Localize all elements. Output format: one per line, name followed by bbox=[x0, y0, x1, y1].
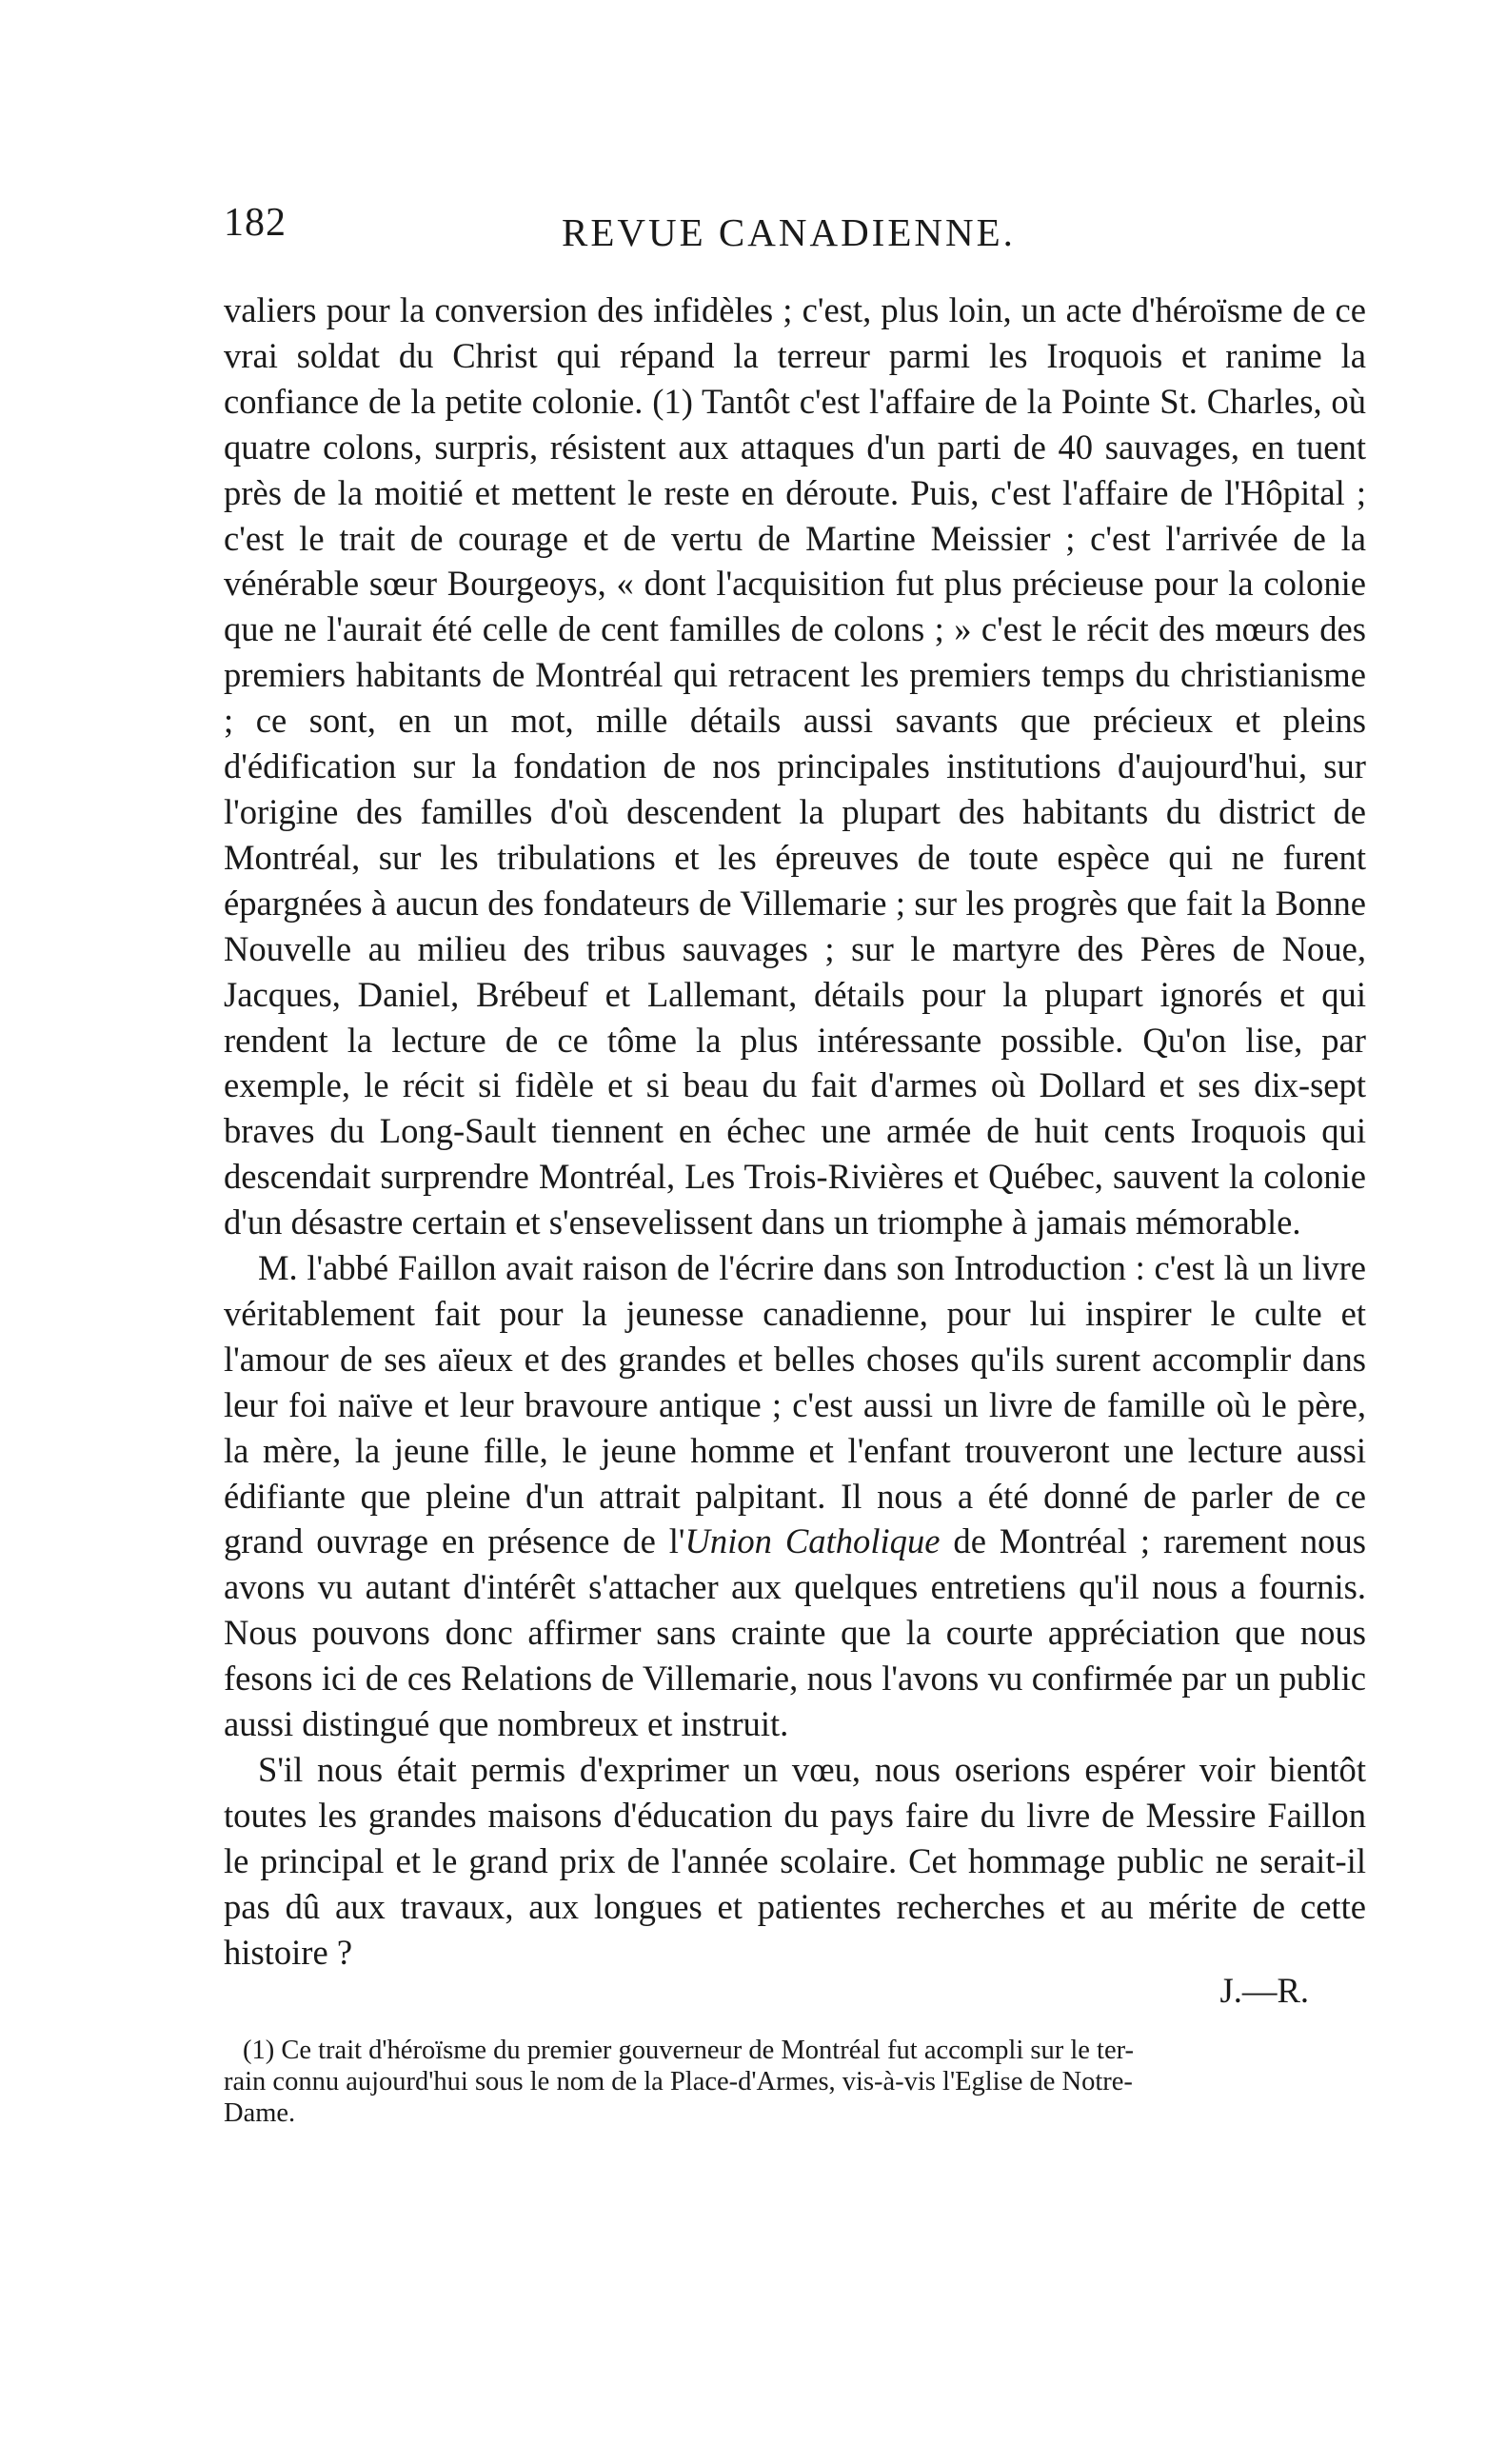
signature-row bbox=[224, 1968, 1366, 2014]
footnote-marker: (1) bbox=[243, 2035, 275, 2065]
paragraph-2 bbox=[224, 1245, 1366, 1747]
page-header bbox=[224, 200, 1366, 267]
footnote-line-1 bbox=[224, 2035, 1366, 2066]
footnote bbox=[224, 2035, 1366, 2129]
paragraph-2-part-2: de Montréal ; rarement nous avons vu autant d'intérêt s'attacher aux quelques entretiens qu'il nous a fournis. Nous pouvons donc affirmer sans crainte que la courte appréciation que nous fesons ici de ces Relations de Villemarie, nous l'avons vu confirmée par un public aussi distingué que nombreux et instruit. bbox=[224, 1521, 1366, 1744]
body-text bbox=[224, 288, 1366, 1976]
footnote-text-1: Ce trait d'héroïsme du premier gouverneur de Montréal fut accompli sur le ter- bbox=[281, 2035, 1135, 2065]
paragraph-1: valiers pour la conversion des infidèles ; c'est, plus loin, un acte d'héroïsme de ce vrai soldat du Christ qui répand la terreur parmi les Iroquois et ranime la confiance de la petite colonie. (1) Tantôt c'est l'affaire de la Pointe St. Charles, où quatre colons, surpris, résistent aux attaques d'un parti de 40 sauvages, en tuent près de la moitié et mettent le reste en déroute. Puis, c'est l'affaire de l'Hôpital ; c'est le trait de courage et de vertu de Martine Meissier ; c'est l'arrivée de la vénérable sœur Bourgeoys, « dont l'acquisition fut plus précieuse pour la colonie que ne l'aurait été celle de cent familles de colons ; » c'est le récit des mœurs des premiers habitants de Montréal qui retracent les premiers temps du christianisme ; ce sont, en un mot, mille détails aussi savants que précieux et pleins d'édification sur la fondation de nos principales institutions d'aujourd'hui, sur l'origine des familles d'où descendent la plupart des habitants du district de Montréal, sur les tribulations et les épreuves de toute espèce qui ne furent épargnées à aucun des fondateurs de Villemarie ; sur les progrès que fait la Bonne Nouvelle au milieu des tribus sauvages ; sur le martyre des Pères de Noue, Jacques, Daniel, Brébeuf et Lallemant, détails pour la plupart ignorés et qui rendent la lecture de ce tôme la plus intéressante possible. Qu'on lise, par exemple, le récit si fidèle et si beau du fait d'armes où Dollard et ses dix-sept braves du Long-Sault tiennent en échec une armée de huit cents Iroquois qui descendait surprendre Montréal, Les Trois-Rivières et Québec, sauvent la colonie d'un désastre certain et s'ensevelissent dans un triomphe à jamais mémorable. bbox=[224, 290, 1366, 1242]
paragraph-2-italic: Union Catholique bbox=[684, 1521, 941, 1561]
running-head: REVUE CANADIENNE. bbox=[562, 210, 1016, 254]
page-number: 182 bbox=[224, 201, 287, 245]
footnote-line-3: Dame. bbox=[224, 2097, 296, 2128]
paragraph-2-part-1: M. l'abbé Faillon avait raison de l'écrire dans son Introduction : c'est là un livre véritablement fait pour la jeunesse canadienne, pour lui inspirer le culte et l'amour de ses aïeux et des grandes et belles choses qu'ils surent accomplir dans leur foi naïve et leur bravoure antique ; c'est aussi un livre de famille où le père, la mère, la jeune fille, le jeune homme et l'enfant trouveront une lecture aussi édifiante que pleine d'un attrait palpitant. Il nous a été donné de parler de ce grand ouvrage en présence de l' bbox=[224, 1248, 1366, 1561]
footnote-line-2: rain connu aujourd'hui sous le nom de la Place-d'Armes, vis-à-vis l'Eglise de Notre- bbox=[224, 2066, 1133, 2096]
paragraph-3: S'il nous était permis d'exprimer un vœu, nous oserions espérer voir bientôt toutes les grandes maisons d'éducation du pays faire du livre de Messire Faillon le principal et le grand prix de l'année scolaire. Cet hommage public ne serait-il pas dû aux travaux, aux longues et patientes recherches et au mérite de cette histoire ? bbox=[224, 1750, 1366, 1972]
signature: J.—R. bbox=[1219, 1970, 1309, 2010]
page bbox=[224, 200, 1366, 2129]
